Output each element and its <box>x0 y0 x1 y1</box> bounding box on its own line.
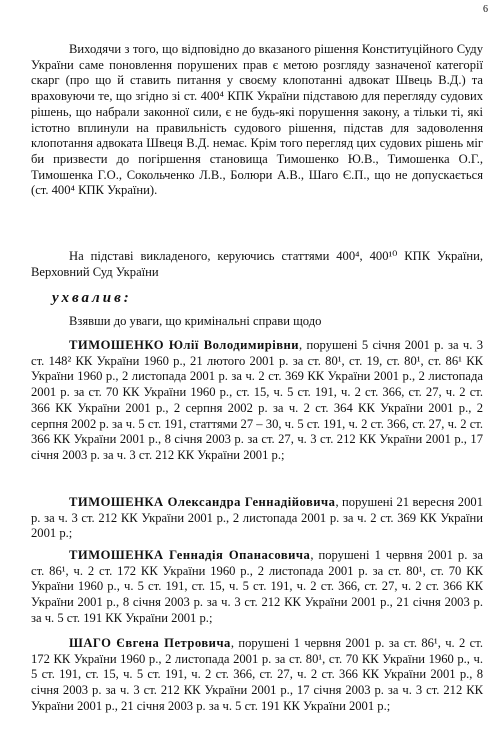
person-name: ТИМОШЕНКА Олександра Геннадійовича <box>69 495 336 509</box>
person-charges: , порушені 5 січня 2001 р. за ч. 3 ст. 148² КК України 1960 р., 21 лютого 2001 р. за ст. 80¹, ст. 19, ст. 80¹, ст. 86¹ КК України 1960 р., 2 листопада 2001 р. за ч. 2 ст. 369 КК України 2001 р., 2 листопада 2001 р. за ст. 70 КК України 1960 р., ст. 15, ч. 5 ст. 191, ч. 2 ст. 366, ст. 27, ч. 2 ст. 366 КК України 2001 р., 2 серпня 2002 р. за ч. 2 ст. 364 КК України 2001 р., 2 серпня 2002 р. за ч. 5 ст. 191, статтями 27 – 30, ч. 5 ст. 191, ч. 2 ст. 366, ст. 27, ч. 2 ст. 366 КК України 2001 р., 8 січня 2003 р. за ст. 27, ч. 3 ст. 212 КК України 2001 р., 17 січня 2003 р. за ч. 3 ст. 212 КК України 2001 р.; <box>31 338 483 462</box>
intro-text: Взявши до уваги, що кримінальні справи щодо <box>69 314 322 328</box>
person-charges: , порушені 21 вересня 2001 р. за ч. 3 ст. 212 КК України 2001 р., 2 листопада 2001 р. за ч. 2 ст. 369 КК України 2001 р.; <box>31 495 483 541</box>
person-name: ТИМОШЕНКА Геннадія Опанасовича <box>69 548 311 562</box>
page-number: 6 <box>483 4 488 15</box>
resolution-heading: ухвалив: <box>52 290 132 306</box>
person-entry <box>31 548 483 627</box>
person-name: ШАГО Євгена Петровича <box>69 636 231 650</box>
person-charges: , порушені 1 червня 2001 р. за ст. 86¹, ч. 2 ст. 172 КК України 1960 р., 2 листопада 2001 р. за ст. 80¹, ст. 70 КК України 1960 р., ч. 5 ст. 191, ст. 15, ч. 5 ст. 191, ч. 2 ст. 366, ст. 27, ч. 2 ст. 366 КК України 2001 р., 8 січня 2003 р. за ч. 3 ст. 212 КК України 2001 р., 21 січня 2003 р. за ч. 5 ст. 191 КК України 2001 р.; <box>31 548 483 625</box>
person-charges: , порушені 1 червня 2001 р. за ст. 86¹, ч. 2 ст. 172 КК України 1960 р., 2 листопада 2001 р. за ст. 80¹, ст. 70 КК України 1960 р., ч. 5 ст. 191, ст. 15, ч. 5 ст. 191, ч. 2 ст. 366, ст. 27, ч. 2 ст. 366 КК України 2001 р., 8 січня 2003 р. за ч. 3 ст. 212 КК України 2001 р., 17 січня 2003 р. за ч. 3 ст. 212 КК України 2001 р., 21 січня 2003 р. за ч. 5 ст. 191 КК України 2001 р.; <box>31 636 483 713</box>
person-entry <box>31 636 483 715</box>
paragraph-reasoning: Виходячи з того, що відповідно до вказаного рішення Конституційного Суду України саме поновлення порушених прав є метою розгляду зазначеної категорії скарг (про що й ставить питання у своєму клопотанні адвокат Швець В.Д.) та враховуючи те, що згідно зі ст. 400⁴ КПК України підставою для перегляду судових рішень, що набрали законної сили, є не будь-які порушення закону, а тільки ті, які істотно вплинули на правильність судового рішення, підстав для задоволення клопотання адвоката Швеця В.Д. немає. Крім того перегляд цих судових рішень міг би призвести до погіршення становища Тимошенко Ю.В., Тимошенка О.Г., Тимошенка Г.О., Сокольченко Л.В., Болюри А.В., Шаго Є.П., що не допускається (ст. 400⁴ КПК України). <box>31 42 483 198</box>
paragraph-basis: На підставі викладеного, керуючись статтями 400⁴, 400¹⁰ КПК України, Верховний Суд України <box>31 249 483 279</box>
person-entry <box>31 495 483 542</box>
person-name: ТИМОШЕНКО Юлії Володимирівни <box>69 338 300 352</box>
person-entry <box>31 338 483 464</box>
